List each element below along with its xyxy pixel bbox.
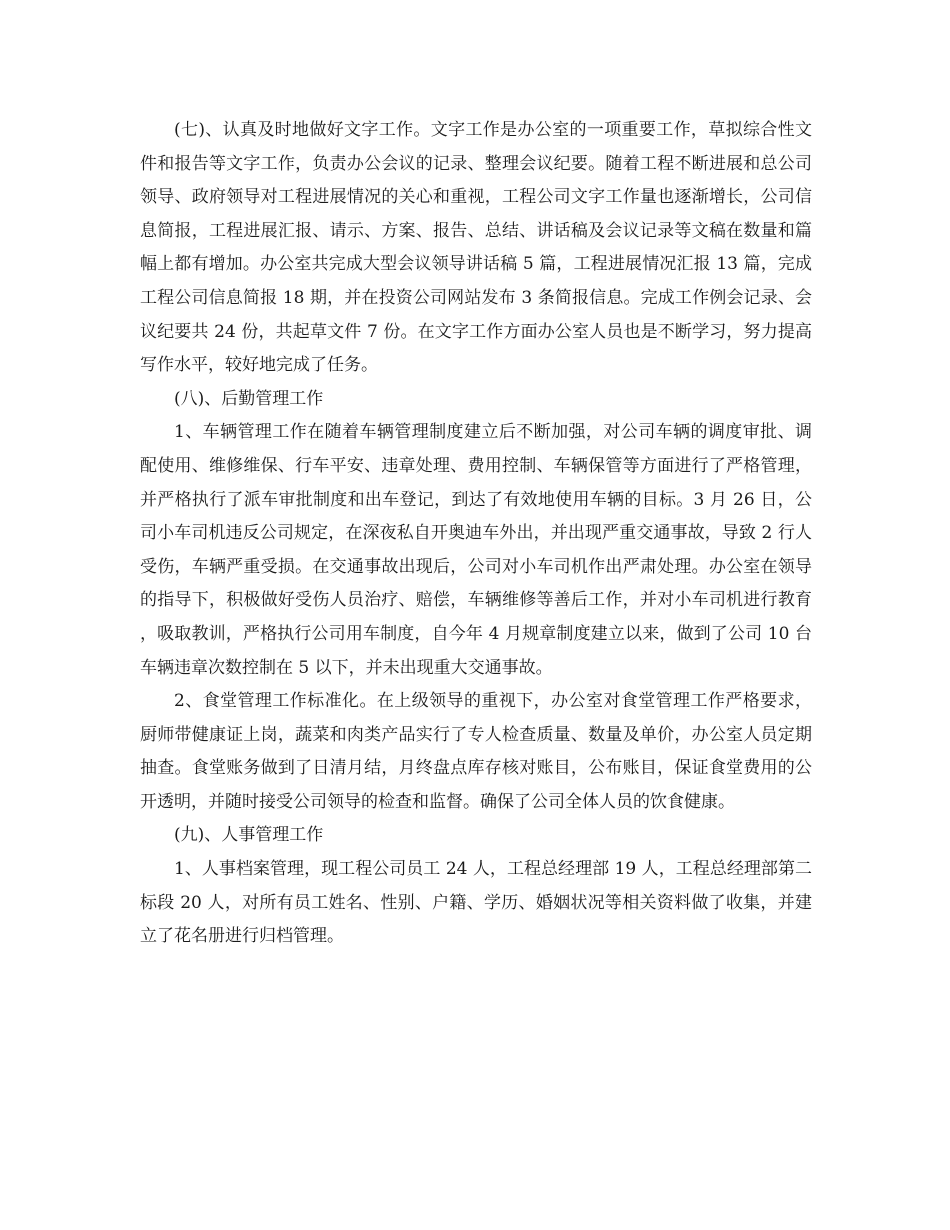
paragraph-canteen-management: 2、食堂管理工作标准化。在上级领导的重视下，办公室对食堂管理工作严格要求，厨师带健康证上岗，蔬菜和肉类产品实行了专人检查质量、数量及单价，办公室人员定期抽查。食堂账务做到了日清月结，月终盘点库存核对账目，公布账目，保证食堂费用的公开透明，并随时接受公司领导的检查和监督。确保了公司全体人员的饮食健康。	[140, 691, 812, 812]
heading-personnel-management: (九)、人事管理工作	[174, 825, 324, 846]
paragraph-vehicle-management: 1、车辆管理工作在随着车辆管理制度建立后不断加强，对公司车辆的调度审批、调配使用、维修维保、行车平安、违章处理、费用控制、车辆保管等方面进行了严格管理，并严格执行了派车审批制度和出车登记，到达了有效地使用车辆的目标。3 月 26 日，公司小车司机违反公司规定，在深夜私自开奥迪车外出，并出现严重交通事故，导致 2 行人受伤，车辆严重受损。在交通事故出现后，公司对小车司机作出严肃处理。办公室在领导的指导下，积极做好受伤人员治疗、赔偿，车辆维修等善后工作，并对小车司机进行教育，吸取教训，严格执行公司用车制度，自今年 4 月规章制度建立以来，做到了公司 10 台车辆违章次数控制在 5 以下，并未出现重大交通事故。	[140, 422, 812, 678]
paragraph-text-work: (七)、认真及时地做好文字工作。文字工作是办公室的一项重要工作，草拟综合性文件和报告等文字工作，负责办公会议的记录、整理会议纪要。随着工程不断进展和总公司领导、政府领导对工程进展情况的关心和重视，工程公司文字工作量也逐渐增长，公司信息简报，工程进展汇报、请示、方案、报告、总结、讲话稿及会议记录等文稿在数量和篇幅上都有增加。办公室共完成大型会议领导讲话稿 5 篇，工程进展情况汇报 13 篇，完成工程公司信息简报 18 期，并在投资公司网站发布 3 条简报信息。完成工作例会记录、会议纪要共 24 份，共起草文件 7 份。在文字工作方面办公室人员也是不断学习，努力提高写作水平，较好地完成了任务。	[140, 120, 812, 376]
paragraph-personnel-archives: 1、人事档案管理，现工程公司员工 24 人，工程总经理部 19 人，工程总经理部第二标段 20 人，对所有员工姓名、性别、户籍、学历、婚姻状况等相关资料做了收集，并建立了花名册进行归档管理。	[140, 859, 812, 947]
heading-logistics-management: (八)、后勤管理工作	[174, 388, 324, 409]
document-body	[140, 114, 812, 954]
